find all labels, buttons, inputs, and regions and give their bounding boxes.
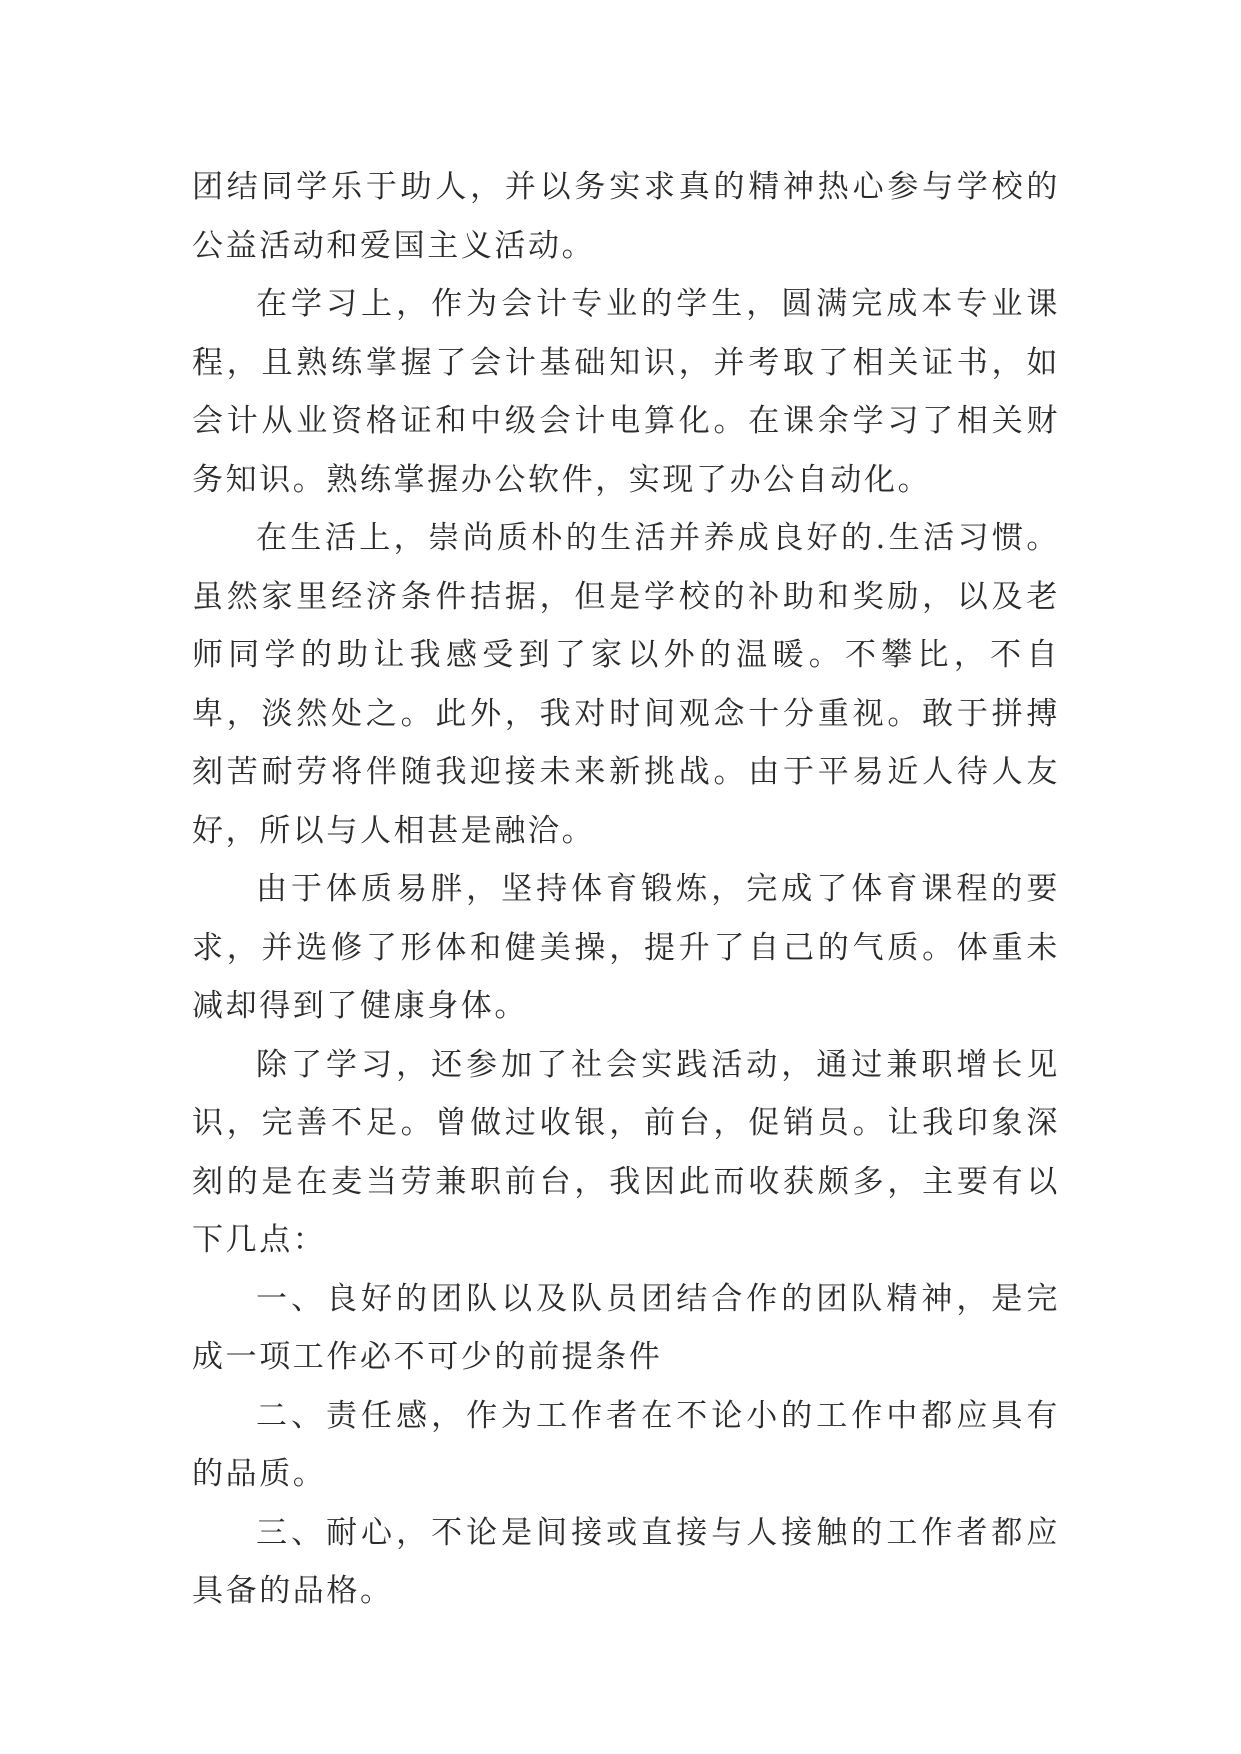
paragraph-6: 一、良好的团队以及队员团结合作的团队精神，是完成一项工作必不可少的前提条件 [192, 1280, 1060, 1375]
paragraph-1: 团结同学乐于助人，并以务实求真的精神热心参与学校的公益活动和爱国主义活动。 [192, 169, 1060, 264]
paragraph-5: 除了学习，还参加了社会实践活动，通过兼职增长见识，完善不足。曾做过收银，前台，促销员。让我印象深刻的是在麦当劳兼职前台，我因此而收获颇多，主要有以下几点： [192, 1046, 1060, 1258]
document-body [192, 158, 1060, 1621]
paragraph-3: 在生活上，崇尚质朴的生活并养成良好的.生活习惯。虽然家里经济条件拮据，但是学校的补助和奖励，以及老师同学的助让我感受到了家以外的温暖。不攀比，不自卑，淡然处之。此外，我对时间观念十分重视。敢于拼搏刻苦耐劳将伴随我迎接未来新挑战。由于平易近人待人友好，所以与人相甚是融洽。 [192, 520, 1060, 849]
paragraph-2: 在学习上，作为会计专业的学生，圆满完成本专业课程，且熟练掌握了会计基础知识，并考取了相关证书，如会计从业资格证和中级会计电算化。在课余学习了相关财务知识。熟练掌握办公软件，实现了办公自动化。 [192, 286, 1060, 498]
paragraph-7: 二、责任感，作为工作者在不论小的工作中都应具有的品质。 [192, 1397, 1060, 1492]
paragraph-4: 由于体质易胖，坚持体育锻炼，完成了体育课程的要求，并选修了形体和健美操，提升了自己的气质。体重未减却得到了健康身体。 [192, 871, 1060, 1024]
paragraph-8: 三、耐心，不论是间接或直接与人接触的工作者都应具备的品格。 [192, 1514, 1060, 1609]
